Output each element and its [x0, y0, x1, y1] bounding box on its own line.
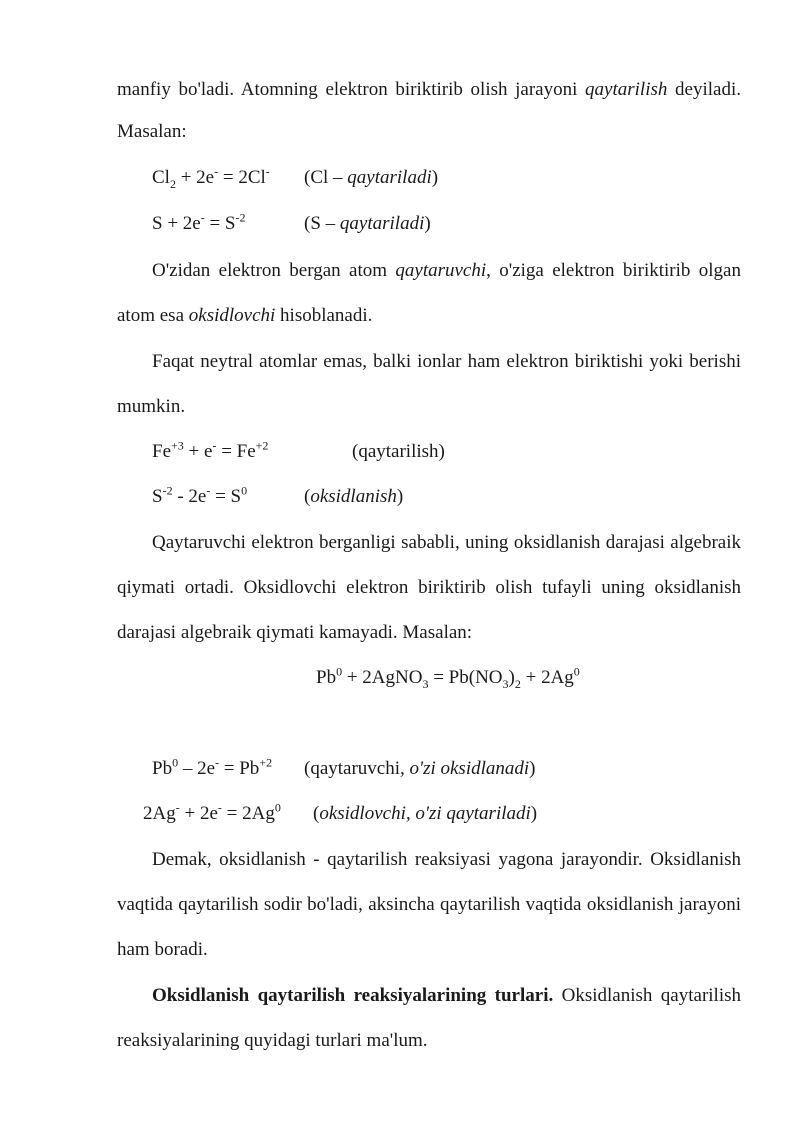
equation-cl2 [152, 166, 270, 190]
paragraph-line: Qaytaruvchi elektron berganligi sababli, uning oksidlanish darajasi algebraik [152, 532, 741, 553]
superscript: -2 [162, 483, 173, 498]
text: + e [183, 441, 213, 462]
superscript: 0 [274, 800, 281, 815]
paragraph-line: darajasi algebraik qiymati kamayadi. Masalan: [117, 622, 473, 643]
paragraph-line: qiymati ortadi. Oksidlovchi elektron biriktirib olish tufayli uning oksidlanish [117, 577, 741, 598]
text: ) [508, 667, 515, 688]
text: ( [313, 803, 320, 824]
superscript: - [214, 164, 219, 179]
superscript: - [217, 800, 222, 815]
text: = Pb [219, 758, 260, 779]
equation-note [304, 757, 536, 781]
text: = 2Ag [221, 803, 275, 824]
text: Fe [152, 441, 171, 462]
superscript: +2 [255, 438, 269, 453]
term: qaytaruvchi [395, 260, 487, 281]
term: qaytariladi [347, 167, 432, 188]
term: qaytarilish [585, 79, 668, 100]
equation-pb [152, 757, 272, 781]
subscript: 3 [502, 676, 509, 691]
paragraph-line: Masalan: [117, 121, 187, 142]
subscript: 2 [514, 676, 521, 691]
equation-note [304, 166, 438, 190]
superscript: - [200, 210, 205, 225]
text: ) [424, 213, 431, 234]
superscript: - [175, 800, 180, 815]
term: qaytariladi [339, 213, 425, 234]
subscript: 2 [169, 176, 176, 191]
superscript: - [265, 164, 270, 179]
text: = S [210, 486, 242, 507]
superscript: -2 [235, 210, 246, 225]
text: + 2AgNO [342, 667, 423, 688]
paragraph-line [117, 304, 372, 328]
text: Pb [152, 758, 173, 779]
text: + 2e [179, 803, 218, 824]
superscript: 0 [172, 755, 179, 770]
text: ) [396, 486, 404, 507]
text: deyiladi. [667, 79, 741, 100]
text: + 2e [175, 167, 215, 188]
text: + 2Ag [520, 667, 574, 688]
equation-ag [143, 802, 281, 826]
equation-note [304, 212, 431, 236]
equation-note [304, 485, 403, 509]
text: = S [204, 213, 236, 234]
text: – 2e [178, 758, 216, 779]
superscript: - [206, 483, 211, 498]
superscript: +2 [259, 755, 273, 770]
paragraph-line: Faqat neytral atomlar emas, balki ionlar ham elektron biriktishi yoki berishi [152, 351, 741, 372]
text: Pb [316, 667, 337, 688]
equation-s [152, 212, 246, 236]
equation-fe [152, 440, 268, 464]
text: (Cl – [304, 167, 348, 188]
text: O'zidan elektron bergan atom [152, 260, 396, 281]
superscript: - [215, 755, 220, 770]
text: Cl [152, 167, 170, 188]
paragraph-line [117, 78, 741, 102]
text: = Fe [216, 441, 256, 462]
superscript: 0 [241, 483, 248, 498]
text: S [152, 486, 163, 507]
text: manfiy bo'ladi. Atomning elektron biriktirib olish jarayoni [117, 79, 586, 100]
text: S + 2e [152, 213, 201, 234]
term: oksidlovchi, o'zi qaytariladi [319, 803, 531, 824]
text: = 2Cl [218, 167, 266, 188]
equation-note [313, 802, 537, 826]
equation-pb-agno3 [316, 666, 580, 690]
paragraph-line [152, 259, 741, 283]
paragraph-line: mumkin. [117, 396, 186, 417]
text: hisoblanadi. [275, 305, 373, 326]
equation-note: (qaytarilish) [352, 441, 445, 462]
text: (S – [304, 213, 340, 234]
superscript: - [212, 438, 217, 453]
section-heading: Oksidlanish qaytarilish reaksiyalarining turlari. [152, 985, 554, 1006]
text: - 2e [172, 486, 207, 507]
term: oksidlovchi [188, 305, 276, 326]
text: 2Ag [143, 803, 176, 824]
paragraph-line: vaqtida qaytarilish sodir bo'ladi, aksincha qaytarilish vaqtida oksidlanish jarayoni [117, 894, 741, 915]
equation-s-oxidation [152, 485, 247, 509]
text: = Pb(NO [428, 667, 503, 688]
text: ) [530, 803, 538, 824]
superscript: 0 [573, 664, 580, 679]
subscript: 3 [422, 676, 429, 691]
text: ) [431, 167, 439, 188]
superscript: 0 [336, 664, 343, 679]
text: ) [529, 758, 536, 779]
text: ( [304, 486, 311, 507]
text: atom esa [117, 305, 189, 326]
text: (qaytaruvchi [304, 758, 401, 779]
text: , o'ziga elektron biriktirib olgan [486, 260, 741, 281]
term: , o'zi oksidlanadi [400, 758, 530, 779]
superscript: +3 [171, 438, 184, 453]
section-heading-line [152, 984, 741, 1008]
term: oksidlanish [310, 486, 397, 507]
paragraph-line: Demak, oksidlanish - qaytarilish reaksiyasi yagona jarayondir. Oksidlanish [152, 849, 741, 870]
paragraph-line: ham boradi. [117, 939, 208, 960]
paragraph-line: reaksiyalarining quyidagi turlari ma'lum. [117, 1030, 428, 1051]
text: Oksidlanish qaytarilish [553, 985, 742, 1006]
